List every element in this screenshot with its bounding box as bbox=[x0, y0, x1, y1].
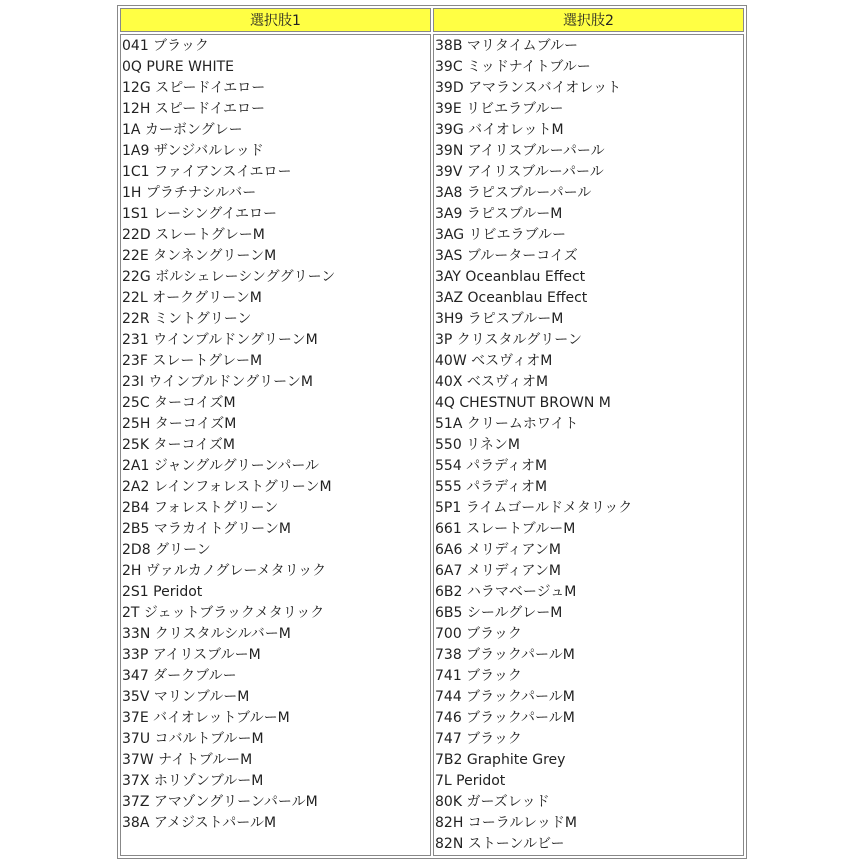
list-item: 23F スレートグレーM bbox=[122, 353, 263, 369]
list-item: 38A アメジストパールM bbox=[122, 815, 277, 831]
list-item: 82H コーラルレッドM bbox=[435, 815, 577, 831]
list-item: 6A7 メリディアンM bbox=[435, 563, 561, 579]
list-item: 231 ウインブルドングリーンM bbox=[122, 332, 318, 348]
list-item: 39C ミッドナイトブルー bbox=[435, 59, 591, 75]
list-item: 5P1 ライムゴールドメタリック bbox=[435, 500, 633, 516]
list-item: 35V マリンブルーM bbox=[122, 689, 250, 705]
list-item: 39N アイリスブルーパール bbox=[435, 143, 605, 159]
list-item: 7B2 Graphite Grey bbox=[435, 752, 566, 768]
list-item: 12H スピードイエロー bbox=[122, 101, 265, 117]
list-item: 40W ベスヴィオM bbox=[435, 353, 553, 369]
list-item: 4Q CHESTNUT BROWN M bbox=[435, 395, 611, 411]
list-item: 37X ホリゾンブルーM bbox=[122, 773, 264, 789]
list-item: 1A9 ザンジバルレッド bbox=[122, 143, 264, 159]
options-table bbox=[117, 5, 747, 859]
list-item: 39G バイオレットM bbox=[435, 122, 564, 138]
list-item: 40X ベスヴィオM bbox=[435, 374, 549, 390]
header-option-2: 選択肢2 bbox=[433, 8, 744, 32]
list-item: 2S1 Peridot bbox=[122, 584, 203, 600]
list-item: 39E リビエラブルー bbox=[435, 101, 564, 117]
list-item: 3AZ Oceanblau Effect bbox=[435, 290, 588, 306]
list-item: 22G ボルシェレーシンググリーン bbox=[122, 269, 336, 285]
list-item: 51A クリームホワイト bbox=[435, 416, 579, 432]
list-item: 6A6 メリディアンM bbox=[435, 542, 561, 558]
list-item: 22D スレートグレーM bbox=[122, 227, 265, 243]
list-item: 6B5 シールグレーM bbox=[435, 605, 563, 621]
list-item: 747 ブラック bbox=[435, 731, 522, 747]
list-item: 041 ブラック bbox=[122, 38, 209, 54]
list-item: 80K ガーズレッド bbox=[435, 794, 550, 810]
header-row bbox=[120, 8, 744, 32]
list-item: 555 パラディオM bbox=[435, 479, 548, 495]
list-item: 2H ヴァルカノグレーメタリック bbox=[122, 563, 327, 579]
list-item: 3H9 ラピスブルーM bbox=[435, 311, 564, 327]
list-item: 700 ブラック bbox=[435, 626, 522, 642]
list-item: 1C1 ファイアンスイエロー bbox=[122, 164, 292, 180]
options-row bbox=[120, 34, 744, 856]
list-item: 2A2 レインフォレストグリーンM bbox=[122, 479, 332, 495]
list-item: 22R ミントグリーン bbox=[122, 311, 252, 327]
list-item: 39V アイリスブルーパール bbox=[435, 164, 604, 180]
list-item: 661 スレートブルーM bbox=[435, 521, 576, 537]
list-item: 741 ブラック bbox=[435, 668, 522, 684]
list-item: 12G スピードイエロー bbox=[122, 80, 266, 96]
list-item: 22L オークグリーンM bbox=[122, 290, 262, 306]
header-option-1: 選択肢1 bbox=[120, 8, 431, 32]
list-item: 37Z アマゾングリーンパールM bbox=[122, 794, 318, 810]
list-item: 3A9 ラピスブルーM bbox=[435, 206, 563, 222]
list-item: 25H ターコイズM bbox=[122, 416, 237, 432]
list-item: 554 パラディオM bbox=[435, 458, 548, 474]
list-item: 37W ナイトブルーM bbox=[122, 752, 253, 768]
list-item: 2B5 マラカイトグリーンM bbox=[122, 521, 291, 537]
option-2-cell bbox=[433, 34, 744, 856]
list-item: 33P アイリスブルーM bbox=[122, 647, 261, 663]
list-item: 3AG リビエラブルー bbox=[435, 227, 566, 243]
list-item: 82N ストーンルビー bbox=[435, 836, 565, 852]
option-2-list bbox=[434, 35, 743, 855]
list-item: 3P クリスタルグリーン bbox=[435, 332, 582, 348]
list-item: 2D8 グリーン bbox=[122, 542, 211, 558]
list-item: 1H プラチナシルバー bbox=[122, 185, 257, 201]
list-item: 6B2 ハラマベージュM bbox=[435, 584, 577, 600]
option-1-cell bbox=[120, 34, 431, 856]
option-1-list bbox=[121, 35, 430, 834]
list-item: 1S1 レーシングイエロー bbox=[122, 206, 277, 222]
list-item: 7L Peridot bbox=[435, 773, 506, 789]
list-item: 37E バイオレットブルーM bbox=[122, 710, 290, 726]
list-item: 39D アマランスバイオレット bbox=[435, 80, 622, 96]
list-item: 23I ウインブルドングリーンM bbox=[122, 374, 313, 390]
list-item: 37U コバルトブルーM bbox=[122, 731, 264, 747]
list-item: 33N クリスタルシルバーM bbox=[122, 626, 291, 642]
list-item: 738 ブラックパールM bbox=[435, 647, 575, 663]
list-item: 3A8 ラピスブルーパール bbox=[435, 185, 592, 201]
list-item: 38B マリタイムブルー bbox=[435, 38, 579, 54]
list-item: 2T ジェットブラックメタリック bbox=[122, 605, 325, 621]
list-item: 746 ブラックパールM bbox=[435, 710, 575, 726]
list-item: 1A カーボングレー bbox=[122, 122, 243, 138]
list-item: 744 ブラックパールM bbox=[435, 689, 575, 705]
list-item: 0Q PURE WHITE bbox=[122, 59, 234, 75]
list-item: 3AS ブルーターコイズ bbox=[435, 248, 578, 264]
list-item: 2B4 フォレストグリーン bbox=[122, 500, 279, 516]
list-item: 347 ダークブルー bbox=[122, 668, 237, 684]
list-item: 25K ターコイズM bbox=[122, 437, 235, 453]
list-item: 2A1 ジャングルグリーンパール bbox=[122, 458, 320, 474]
list-item: 22E タンネングリーンM bbox=[122, 248, 277, 264]
list-item: 25C ターコイズM bbox=[122, 395, 236, 411]
list-item: 550 リネンM bbox=[435, 437, 520, 453]
list-item: 3AY Oceanblau Effect bbox=[435, 269, 586, 285]
